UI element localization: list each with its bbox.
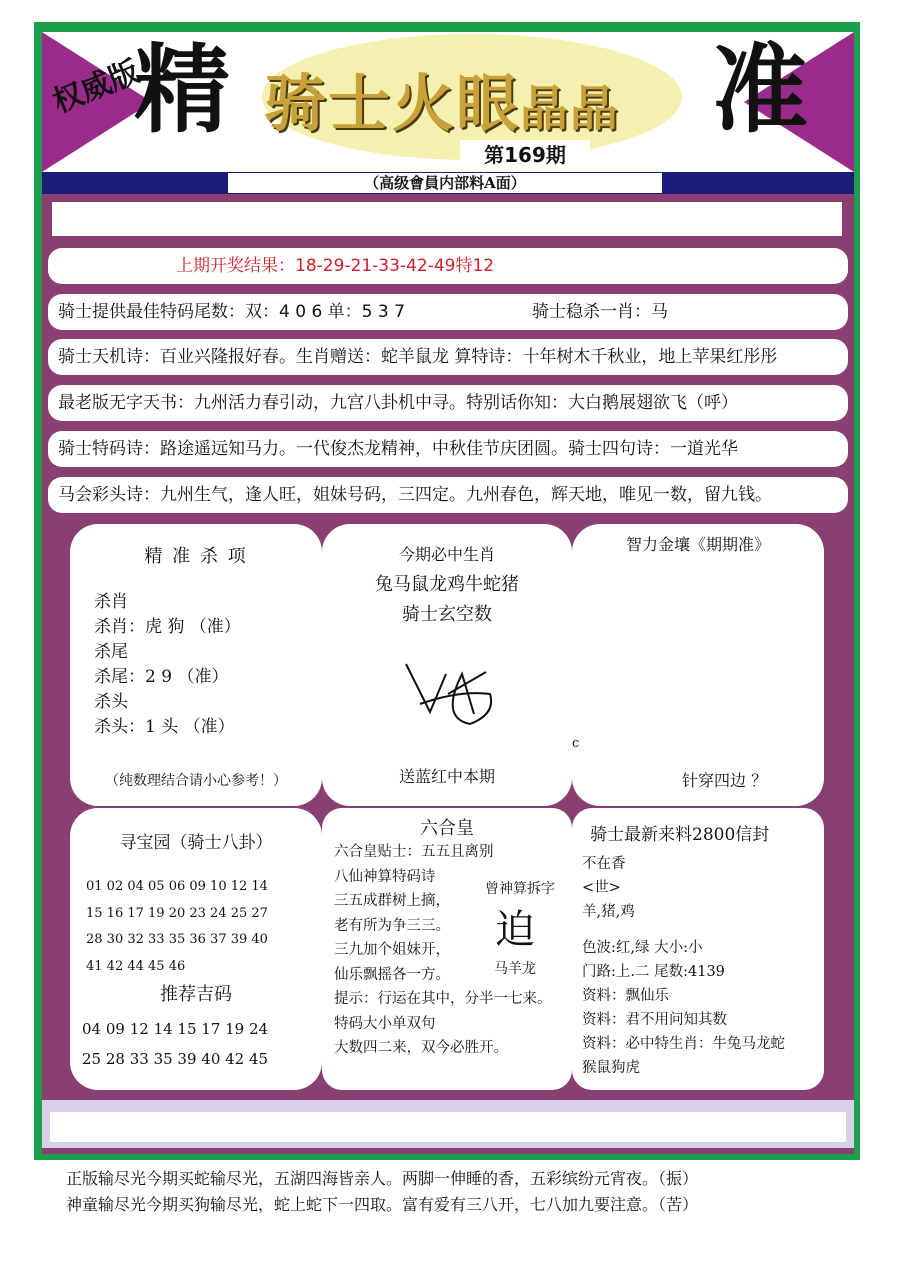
box-kill-items — [70, 524, 322, 806]
liuhe-title: 六合皇 — [420, 818, 474, 839]
row-text: 最老版无字天书：九州活力春引动，九宫八卦机中寻。特别话你知：大白鹅展翅欲飞（呼） — [58, 393, 738, 413]
row-text: 骑士天机诗：百业兴隆报好春。生肖赠送：蛇羊鼠龙 算特诗：十年树木千秋业，地上苹果红彤彤 — [58, 347, 778, 367]
recommend-title: 推荐吉码 — [160, 984, 232, 1005]
box-liuhe — [322, 808, 572, 1090]
recommend-row: 04 09 12 14 15 17 19 24 — [82, 1020, 269, 1038]
latest-line: 资料：飘仙乐 — [582, 988, 669, 1004]
liuhe-line: 八仙神算特码诗 — [334, 868, 436, 885]
bottom-blank-strip — [50, 1112, 846, 1142]
main-title-text: 骑士火眼 — [264, 67, 521, 140]
box-wisdom — [572, 524, 824, 806]
header — [42, 32, 854, 172]
kill-note: （纯数理结合请小心参考！） — [105, 773, 287, 789]
blank-strip — [52, 202, 842, 236]
kill-line: 杀肖 — [94, 592, 128, 612]
box-zodiac — [322, 524, 572, 806]
kill-line: 杀尾：2 9 （准） — [94, 667, 229, 687]
side-bottom: 马羊龙 — [494, 961, 536, 977]
liuhe-line: 六合皇贴士：五五且离别 — [334, 844, 494, 860]
side-label: 曾神算拆字 — [485, 881, 555, 897]
box-latest — [572, 808, 824, 1090]
box-title: 精 准 杀 项 — [144, 546, 248, 567]
liuhe-line: 提示：行运在其中，分半一七来。 — [334, 991, 552, 1007]
box-treasure — [70, 808, 322, 1090]
number-row: 01 02 04 05 06 09 10 12 14 — [86, 879, 268, 894]
kill-list — [94, 590, 241, 740]
zodiac-line-3: 骑士玄空数 — [402, 604, 492, 625]
latest-line: 色波:红,绿 大小:小 — [582, 940, 703, 956]
row-tail-numbers — [48, 294, 848, 330]
zodiac-bottom: 送蓝红中本期 — [398, 767, 495, 786]
side-char: 迫 — [495, 907, 535, 953]
big-char-left: 精 — [134, 33, 230, 146]
last-result-row — [48, 248, 848, 284]
treasure-numbers — [86, 874, 268, 980]
row-poem-4 — [48, 477, 848, 513]
liuhe-line: 特码大小单双句 — [334, 1015, 436, 1032]
latest-line: 羊,猪,鸡 — [582, 904, 635, 920]
latest-line: 猴鼠狗虎 — [582, 1060, 640, 1076]
subtitle: （高级會員内部料A面） — [228, 173, 662, 193]
number-row: 41 42 44 45 46 — [86, 958, 186, 974]
number-row: 15 16 17 19 20 23 24 25 27 — [86, 905, 268, 921]
latest-line: 资料：必中特生肖：牛兔马龙蛇 — [582, 1036, 785, 1052]
big-char-right: 准 — [712, 33, 808, 146]
row-poem-1 — [48, 339, 848, 375]
recommend-row: 25 28 33 35 39 40 42 45 — [82, 1050, 269, 1068]
latest-line: 不在香 — [582, 856, 626, 872]
kill-line: 杀肖：虎 狗 （准） — [94, 617, 241, 637]
liuhe-line: 三九加个姐妹开， — [334, 942, 450, 958]
main-title-small: 晶晶 — [520, 81, 621, 137]
zodiac-line-2: 兔马鼠龙鸡牛蛇猪 — [375, 574, 519, 595]
latest-lines — [582, 852, 785, 1080]
latest-spacer — [582, 924, 785, 936]
treasure-title: 寻宝园（骑士八卦） — [119, 833, 273, 853]
wisdom-mark: c — [572, 736, 580, 751]
kill-line: 杀头：1 头 （准） — [94, 717, 235, 737]
footer-line-2: 神童输尽光今期买狗输尽光，蛇上蛇下一四取。富有爱有三八开，七八加九要注意。（苦） — [66, 1195, 699, 1214]
row-text: 骑士特码诗：路途遥远知马力。一代俊杰龙精神，中秋佳节庆团圆。骑士四句诗：一道光华 — [58, 439, 738, 459]
liuhe-line: 三五成群树上摘， — [334, 893, 450, 909]
authority-label: 权威版 — [48, 54, 145, 121]
wisdom-title: 智力金壤《期期准》 — [625, 535, 770, 554]
row-text: 骑士提供最佳特码尾数：双：4 0 6 单：5 3 7 — [58, 302, 405, 322]
kill-line: 杀头 — [94, 692, 128, 712]
footer-line-1: 正版输尽光今期买蛇输尽光，五湖四海皆亲人。两脚一伸睡的香，五彩缤纷元宵夜。（振） — [66, 1169, 699, 1188]
main-title — [264, 54, 620, 143]
liuhe-line: 大数四二来，双今必胜开。 — [334, 1040, 508, 1056]
kill-line: 杀尾 — [94, 642, 128, 662]
row-kill-zodiac: 骑士稳杀一肖：马 — [532, 302, 668, 322]
latest-line: 资料：君不用问知其数 — [582, 1012, 727, 1028]
liuhe-line: 老有所为争三三。 — [334, 917, 450, 934]
latest-line: <世> — [582, 880, 621, 896]
last-result: 上期开奖结果：18-29-21-33-42-49特12 — [176, 256, 495, 276]
recommend-numbers — [82, 1014, 268, 1074]
row-poem-2 — [48, 385, 848, 421]
signature-scribble — [400, 654, 510, 734]
row-poem-3 — [48, 431, 848, 467]
zodiac-line-1: 今期必中生肖 — [398, 545, 495, 564]
number-row: 28 30 32 33 35 36 37 39 40 — [86, 932, 268, 947]
latest-line: 门路:上.二 尾数:4139 — [582, 964, 725, 980]
latest-title: 骑士最新来料2800信封 — [590, 825, 770, 845]
row-text: 马会彩头诗：九州生气，逢人旺，姐妹号码，三四定。九州春色，辉天地，唯见一数，留九钱。 — [58, 485, 772, 505]
wisdom-bottom: 针穿四边 ？ — [682, 771, 768, 790]
issue-number: 第169期 — [460, 140, 590, 170]
liuhe-line: 仙乐飘摇各一方。 — [334, 966, 450, 983]
